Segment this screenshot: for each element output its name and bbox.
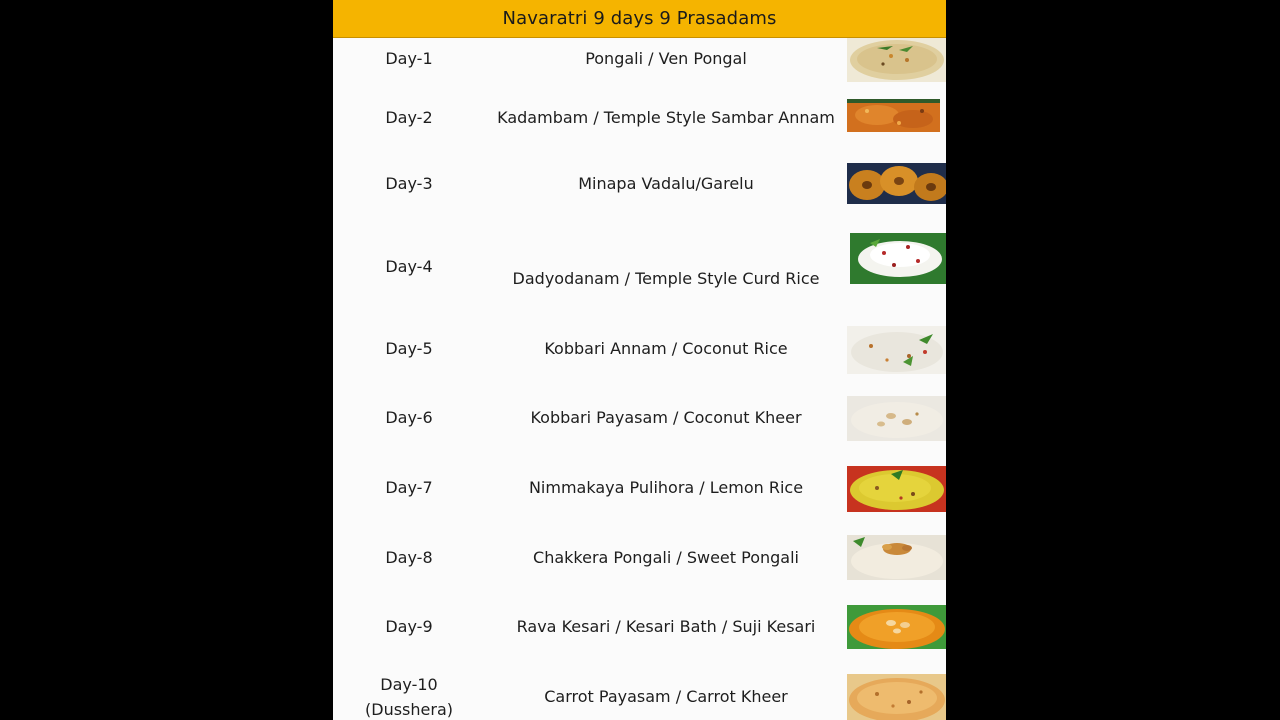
dish-name: Kobbari Payasam / Coconut Kheer	[530, 408, 802, 427]
carrot-kheer-image	[847, 674, 946, 720]
day-label: Day-3	[385, 174, 433, 193]
vada-image	[847, 163, 946, 204]
day-label: Day-7	[385, 478, 433, 497]
coconut-kheer-image	[847, 396, 946, 441]
dish-name: Carrot Payasam / Carrot Kheer	[544, 687, 788, 706]
curd-rice-image	[850, 233, 946, 284]
day-label: Day-10	[380, 675, 438, 694]
dish-name: Kobbari Annam / Coconut Rice	[544, 339, 788, 358]
rava-kesari-image	[847, 605, 946, 649]
day-label: Day-5	[385, 339, 433, 358]
day-label: Day-4	[385, 257, 433, 276]
dish-name: Minapa Vadalu/Garelu	[578, 174, 754, 193]
dish-name: Rava Kesari / Kesari Bath / Suji Kesari	[516, 617, 816, 636]
coconut-rice-image	[847, 326, 946, 374]
day-label: Day-8	[385, 548, 433, 567]
sambar-annam-image	[847, 99, 940, 132]
day-label: Day-1	[385, 49, 433, 68]
sheet-title: Navaratri 9 days 9 Prasadams	[333, 0, 946, 38]
day-label: Day-6	[385, 408, 433, 427]
dish-name: Chakkera Pongali / Sweet Pongali	[533, 548, 799, 567]
sweet-pongali-image	[847, 535, 946, 580]
lemon-rice-image	[847, 466, 946, 512]
dish-name: Nimmakaya Pulihora / Lemon Rice	[528, 478, 804, 497]
ven-pongal-image	[847, 38, 946, 82]
dish-name: Pongali / Ven Pongal	[585, 49, 747, 68]
prasadam-sheet	[333, 0, 946, 720]
day-label: Day-2	[385, 108, 433, 127]
dish-name: Dadyodanam / Temple Style Curd Rice	[512, 269, 820, 288]
day-note: (Dusshera)	[365, 700, 453, 719]
day-label: Day-9	[385, 617, 433, 636]
dish-name: Kadambam / Temple Style Sambar Annam	[497, 108, 835, 127]
